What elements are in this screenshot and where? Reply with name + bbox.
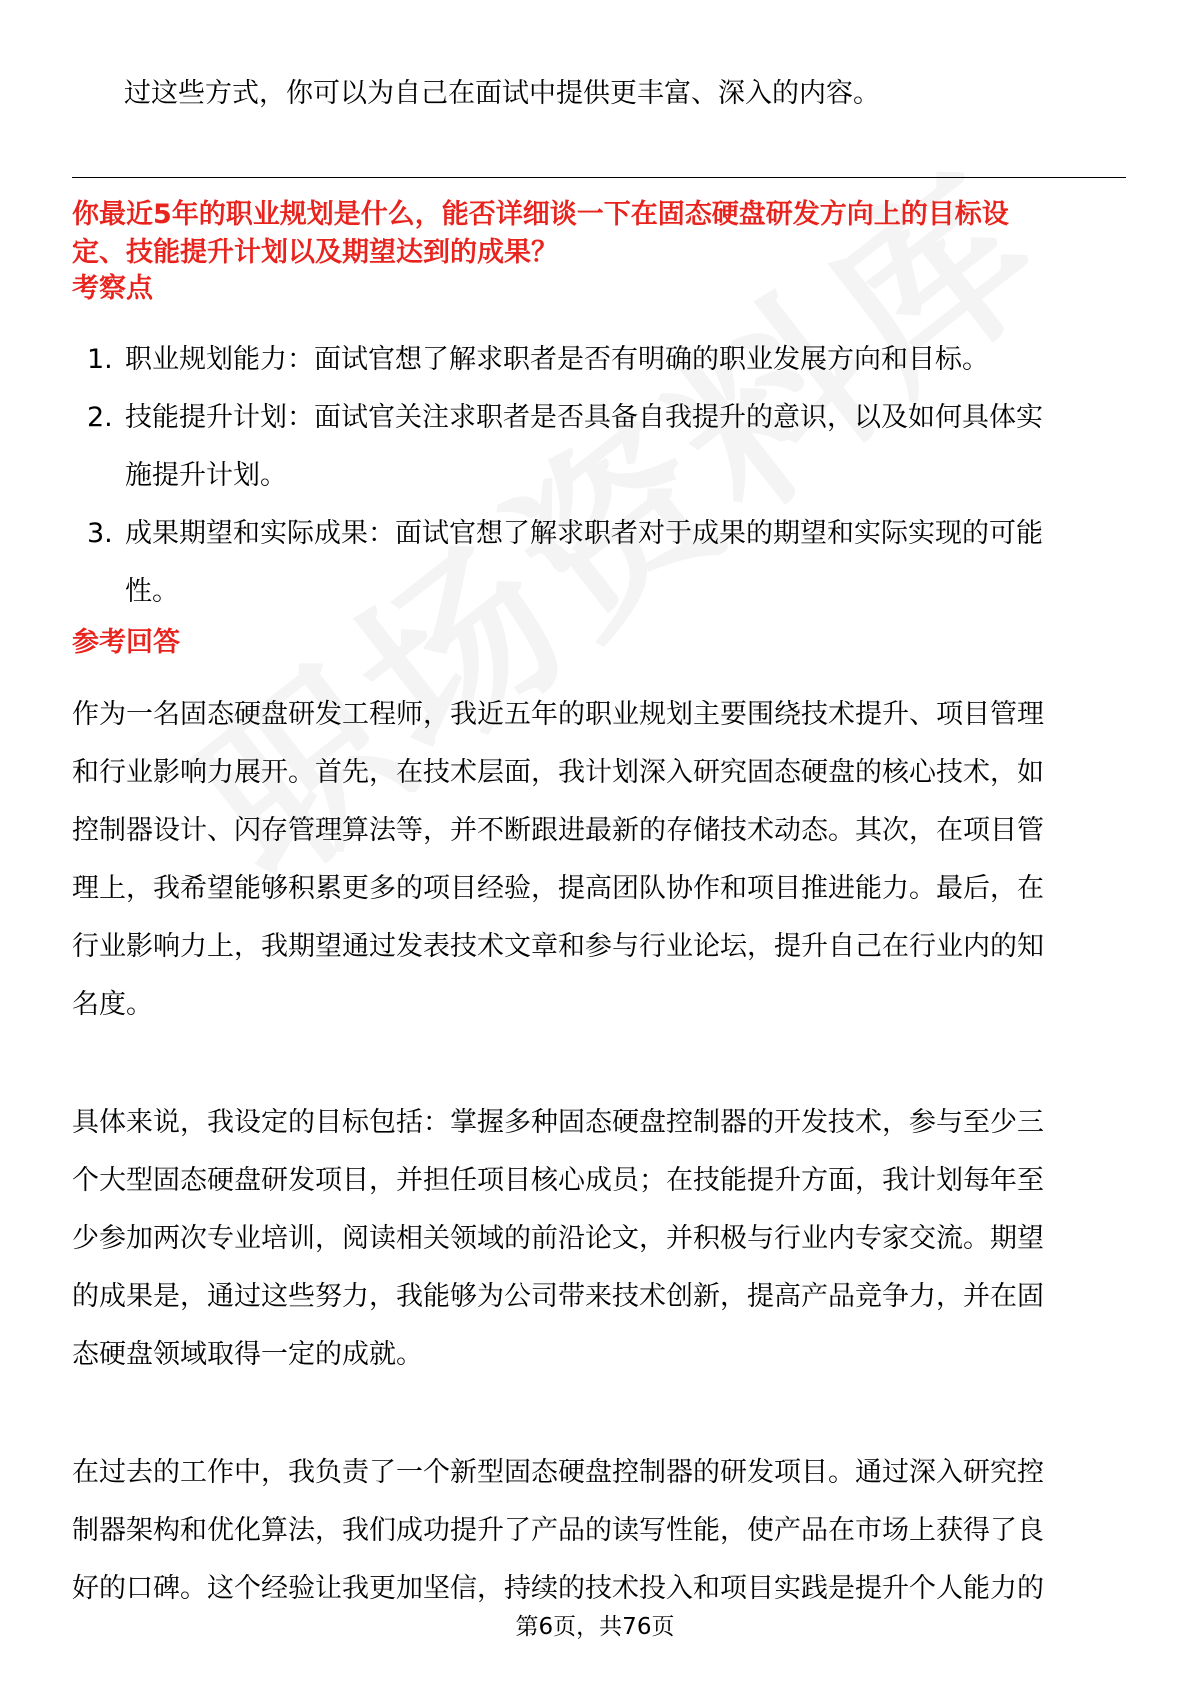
list-item-text: 成果期望和实际成果：面试官想了解求职者对于成果的期望和实际实现的可能 <box>125 518 1043 549</box>
focus-points-heading: 考察点 <box>72 273 153 304</box>
paragraph-line: 和行业影响力展开。首先，在技术层面，我计划深入研究固态硬盘的核心技术，如 <box>72 757 1044 788</box>
focus-points-list <box>72 331 1132 621</box>
list-item-number: 2. <box>87 402 113 433</box>
page-footer: 第6页，共76页 <box>515 1614 675 1640</box>
list-item-number: 1. <box>87 344 113 375</box>
list-item-text: 职业规划能力：面试官想了解求职者是否有明确的职业发展方向和目标。 <box>125 344 989 375</box>
section-divider <box>72 177 1126 178</box>
paragraph-line: 的成果是，通过这些努力，我能够为公司带来技术创新，提高产品竞争力，并在固 <box>72 1281 1044 1312</box>
paragraph-line: 具体来说，我设定的目标包括：掌握多种固态硬盘控制器的开发技术，参与至少三 <box>72 1107 1044 1138</box>
answer-paragraph <box>72 686 1132 1034</box>
paragraph-line: 行业影响力上，我期望通过发表技术文章和参与行业论坛，提升自己在行业内的知 <box>72 931 1044 962</box>
list-item-continuation <box>72 447 1132 505</box>
question-line: 你最近5年的职业规划是什么，能否详细谈一下在固态硬盘研发方向上的目标设 <box>72 199 1009 230</box>
list-item-text: 性。 <box>125 576 179 607</box>
paragraph-line: 在过去的工作中，我负责了一个新型固态硬盘控制器的研发项目。通过深入研究控 <box>72 1457 1044 1488</box>
paragraph-line: 名度。 <box>72 989 153 1020</box>
answer-paragraph <box>72 1094 1132 1384</box>
paragraph-line: 个大型固态硬盘研发项目，并担任项目核心成员；在技能提升方面，我计划每年至 <box>72 1165 1044 1196</box>
list-item <box>72 505 1132 563</box>
list-item <box>72 331 1132 389</box>
paragraph-line: 态硬盘领域取得一定的成就。 <box>72 1339 423 1370</box>
paragraph-line: 理上，我希望能够积累更多的项目经验，提高团队协作和项目推进能力。最后，在 <box>72 873 1044 904</box>
answer-paragraph <box>72 1444 1132 1618</box>
paragraph-line: 控制器设计、闪存管理算法等，并不断跟进最新的存储技术动态。其次，在项目管 <box>72 815 1044 846</box>
list-item <box>72 389 1132 447</box>
list-item-continuation <box>72 563 1132 621</box>
list-item-text: 技能提升计划：面试官关注求职者是否具备自我提升的意识，以及如何具体实 <box>125 402 1043 433</box>
intro-line: 过这些方式，你可以为自己在面试中提供更丰富、深入的内容。 <box>124 78 880 109</box>
question-title <box>72 196 1132 272</box>
paragraph-line: 作为一名固态硬盘研发工程师，我近五年的职业规划主要围绕技术提升、项目管理 <box>72 699 1044 730</box>
paragraph-line: 好的口碑。这个经验让我更加坚信，持续的技术投入和项目实践是提升个人能力的 <box>72 1573 1044 1604</box>
answer-heading: 参考回答 <box>72 627 180 658</box>
list-item-text: 施提升计划。 <box>125 460 287 491</box>
paragraph-line: 少参加两次专业培训，阅读相关领域的前沿论文，并积极与行业内专家交流。期望 <box>72 1223 1044 1254</box>
list-item-number: 3. <box>87 518 113 549</box>
paragraph-line: 制器架构和优化算法，我们成功提升了产品的读写性能，使产品在市场上获得了良 <box>72 1515 1044 1546</box>
question-line: 定、技能提升计划以及期望达到的成果？ <box>72 237 558 268</box>
